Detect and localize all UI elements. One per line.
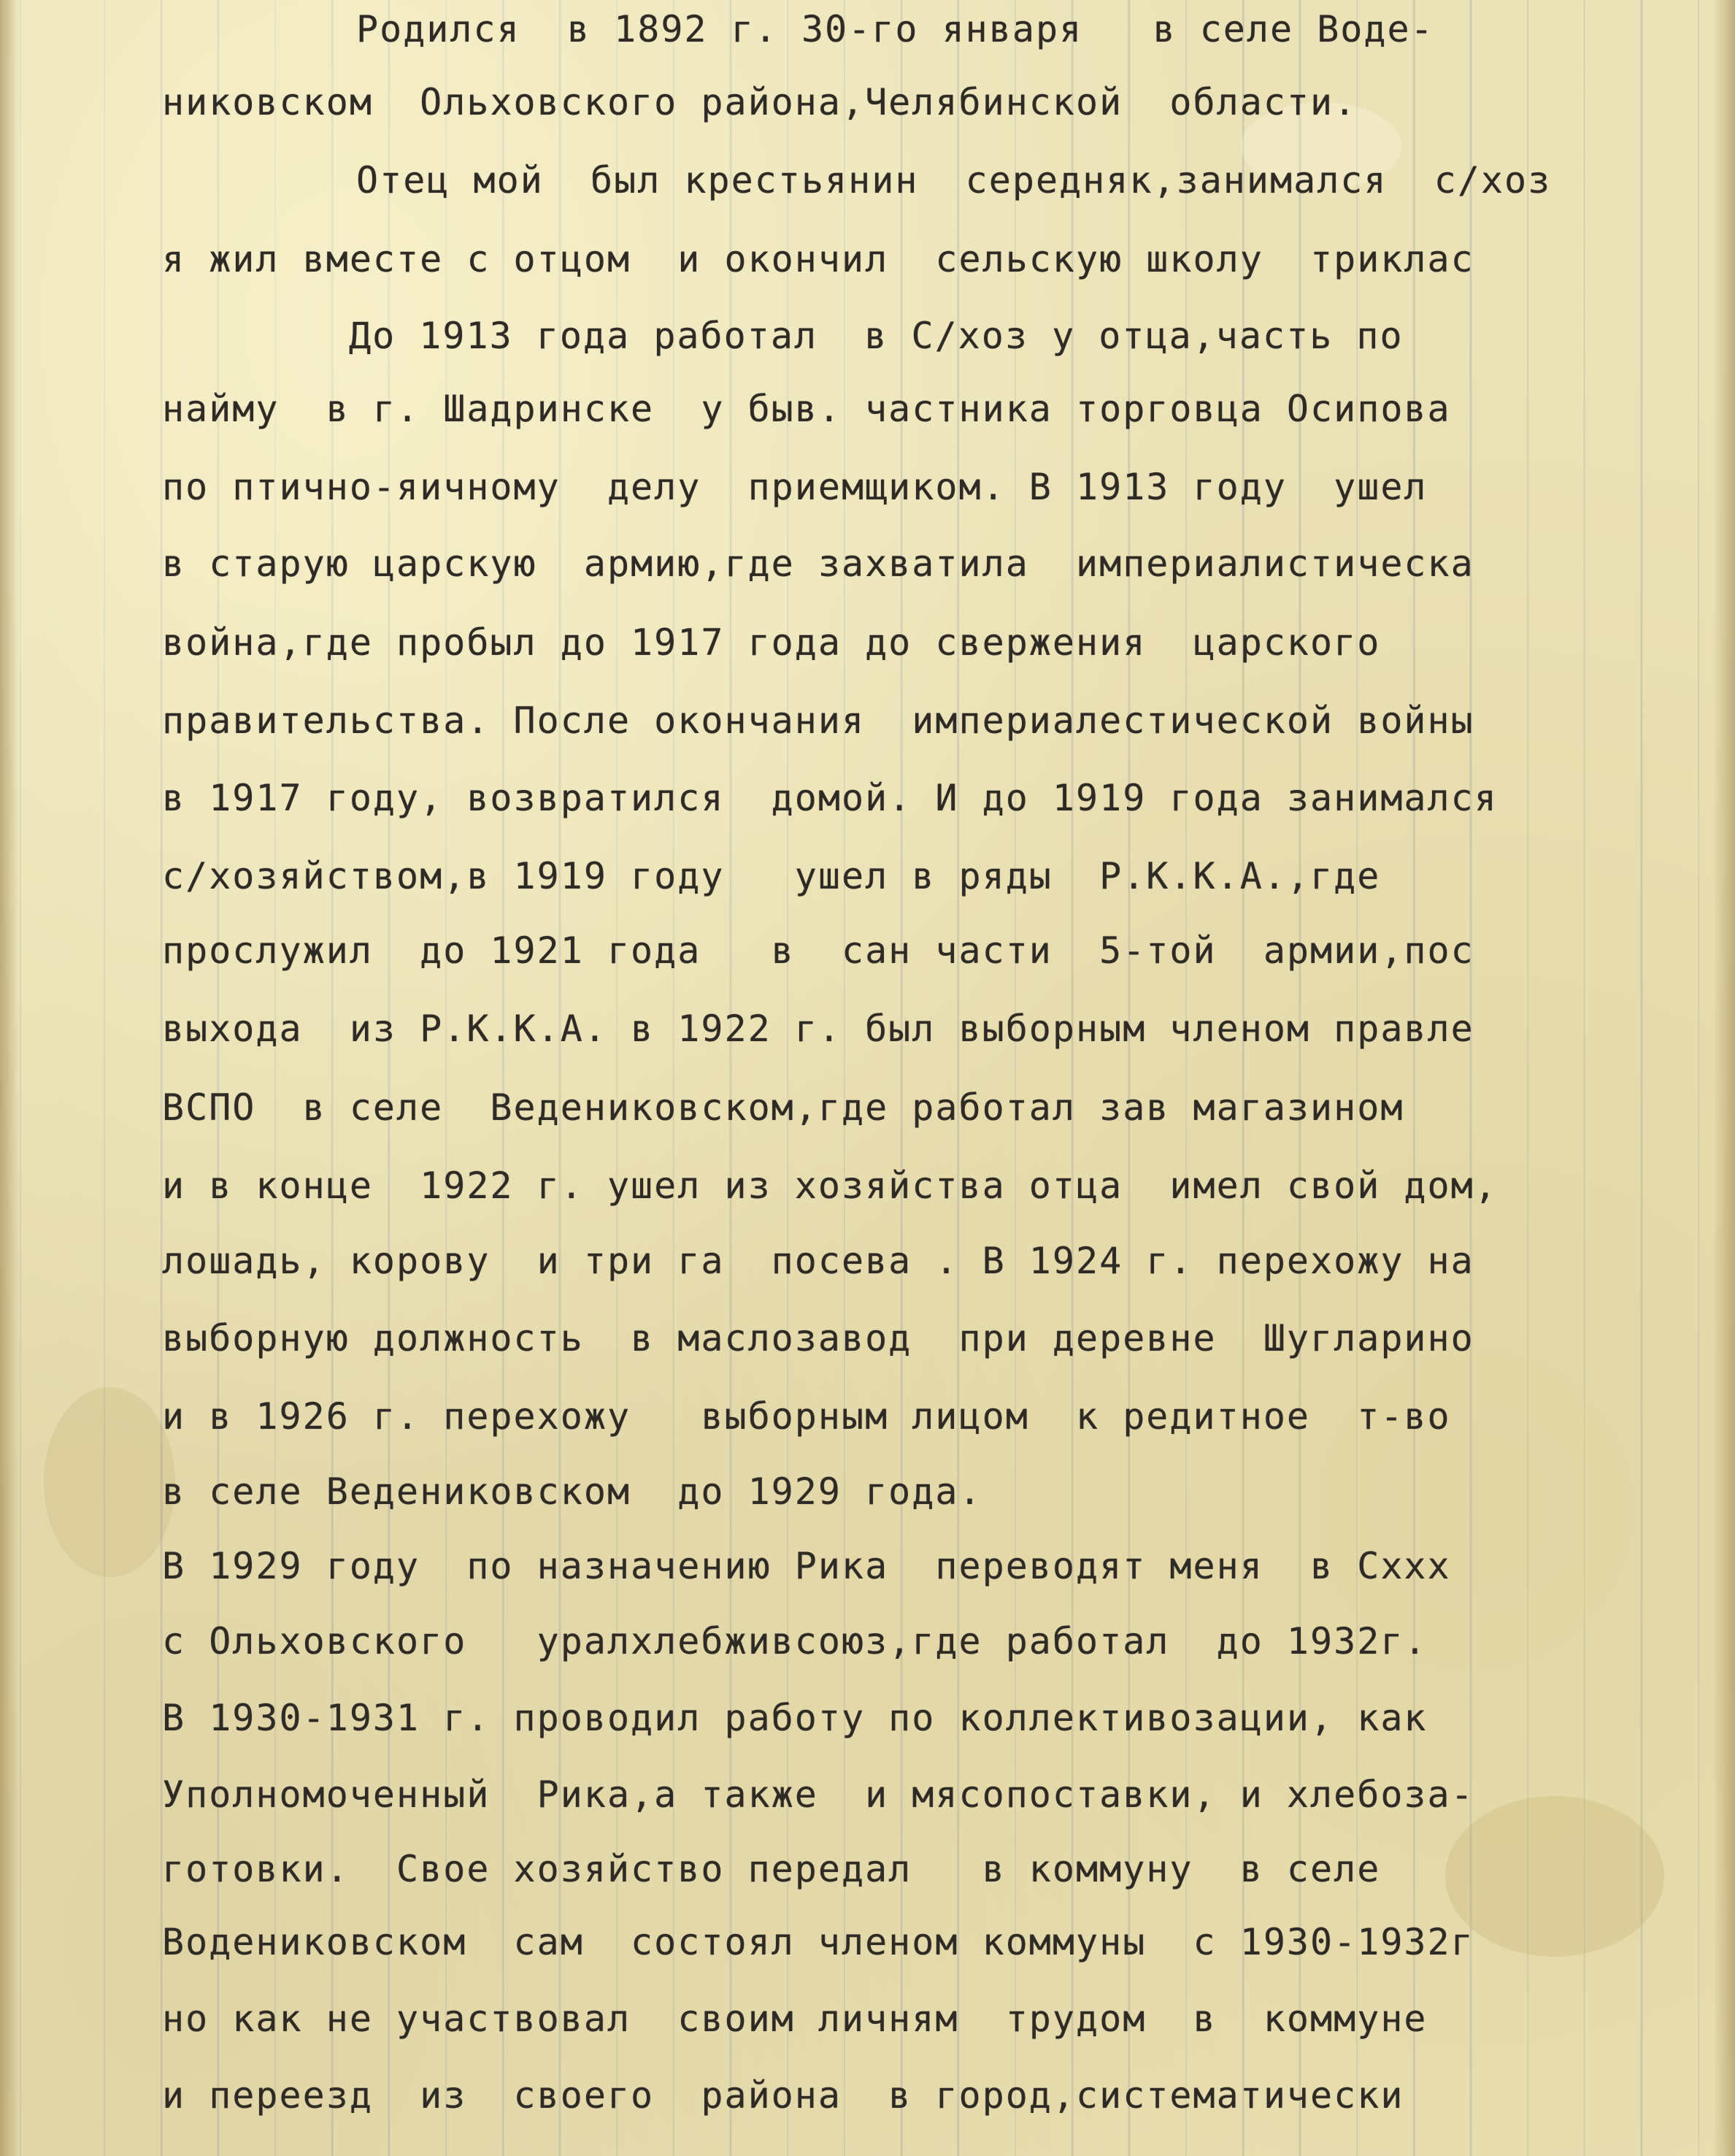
- text-line-15: ВСПО в селе Веденикoвском,где работал зав магазином: [162, 1086, 1404, 1129]
- text-line-21: В 1929 году по назначению Рика переводят меня в Сххх: [162, 1545, 1451, 1587]
- text-line-4: я жил вместе с отцом и окончил сельскую школу триклас: [162, 238, 1474, 280]
- text-line-5: До 1913 года работал в С/хоз у отца,часть по: [349, 315, 1404, 357]
- text-line-24: Уполномоченный Рика,а также и мясопоставки, и хлебоза-: [162, 1773, 1474, 1816]
- text-line-14: выхода из Р.К.К.А. в 1922 г. был выборным членом правле: [162, 1008, 1474, 1050]
- text-line-28: и переезд из своего района в город,систематически: [162, 2074, 1404, 2117]
- text-line-8: в старую царскую армию,где захватила империалистическа: [162, 542, 1474, 585]
- text-line-20: в селе Веденикoвском до 1929 года.: [162, 1470, 982, 1513]
- text-line-16: и в конце 1922 г. ушел из хозяйства отца имел свой дом,: [162, 1165, 1498, 1207]
- text-line-1: Родился в 1892 г. 30-го января в селе Воде-: [356, 8, 1434, 50]
- text-line-22: с Ольховского уралхлебживсоюз,где работал до 1932г.: [162, 1620, 1428, 1662]
- text-line-2: никовском Ольховского района,Челябинской области.: [162, 81, 1358, 123]
- text-line-3: Отец мой был крестьянин середняк,занимался с/хоз: [356, 159, 1552, 202]
- text-line-17: лошадь, корову и три га посева . В 1924 г. перехожу на: [162, 1240, 1474, 1282]
- text-line-12: с/хозяйством,в 1919 году ушел в ряды Р.К.К.А.,где: [162, 855, 1381, 897]
- text-line-11: в 1917 году, возвратился домой. И до 1919 года занимался: [162, 777, 1498, 819]
- text-line-6: найму в г. Шадринске у быв. частника торговца Осипова: [162, 388, 1451, 430]
- text-line-18: выборную должность в маслозавод при деревне Шугларино: [162, 1317, 1474, 1359]
- text-line-13: прослужил до 1921 года в сан части 5-той армии,пос: [162, 929, 1474, 972]
- text-line-7: по птично-яичному делу приемщиком. В 1913 году ушел: [162, 466, 1428, 508]
- text-line-19: и в 1926 г. перехожу выборным лицом к редитное т-во: [162, 1395, 1451, 1438]
- text-line-23: В 1930-1931 г. проводил работу по коллективозации, как: [162, 1697, 1428, 1739]
- text-line-26: Воденикoвском сам состоял членом коммуны с 1930-1932г: [162, 1921, 1474, 1963]
- text-line-25: готовки. Свое хозяйство передал в коммуну в селе: [162, 1848, 1381, 1890]
- text-line-10: правительства. После окончания империалестической войны: [162, 699, 1474, 742]
- text-line-9: война,где пробыл до 1917 года до свержения царского: [162, 621, 1381, 664]
- text-line-27: но как не участвовал своим личням трудом в коммуне: [162, 1998, 1428, 2040]
